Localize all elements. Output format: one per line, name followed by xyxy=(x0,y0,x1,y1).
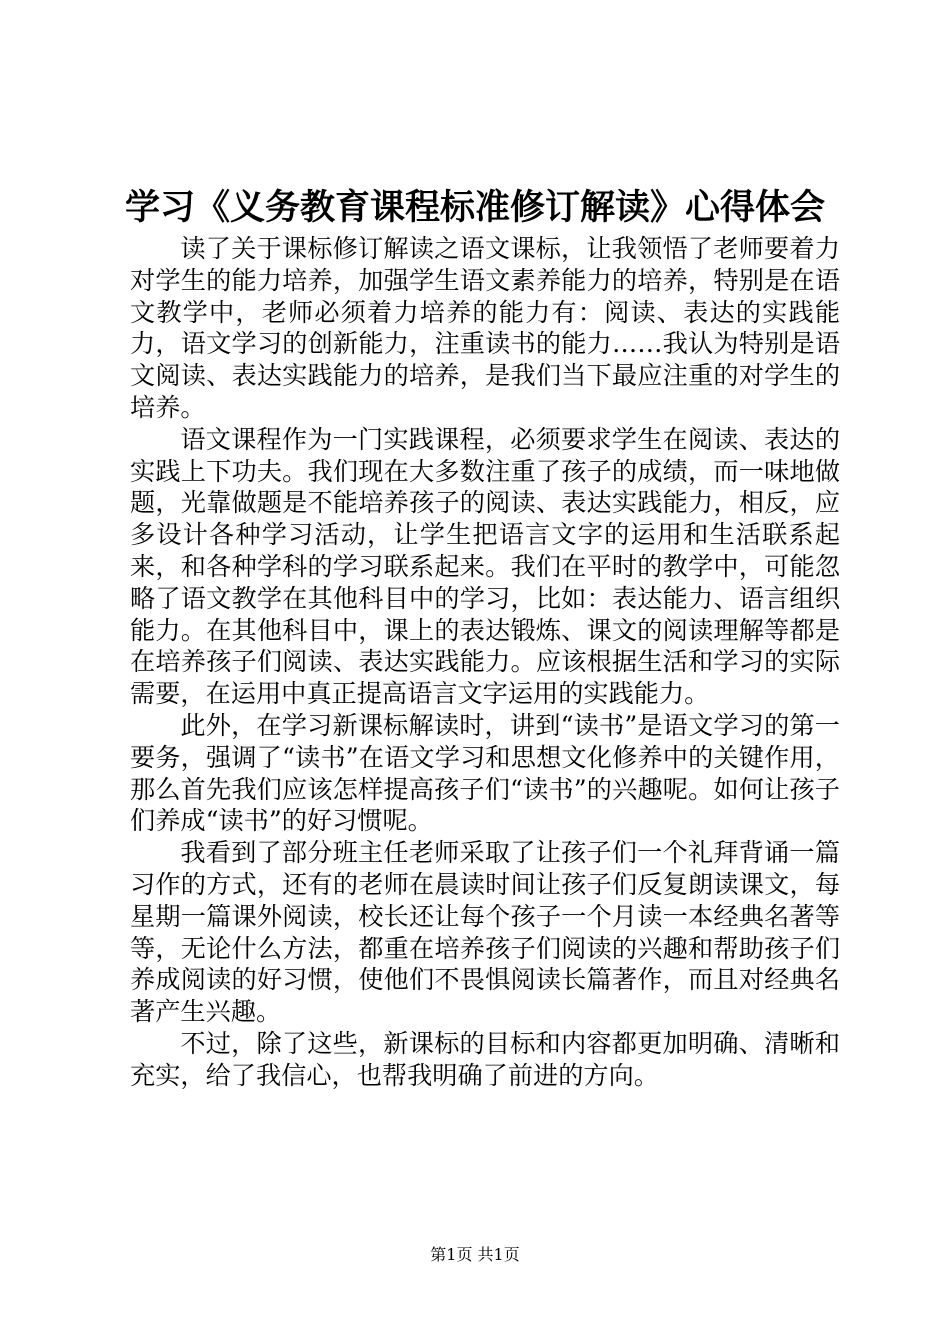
page-number-footer: 第1页 共1页 xyxy=(430,1245,520,1264)
paragraph: 语文课程作为一门实践课程，必须要求学生在阅读、表达的实践上下功夫。我们现在大多数注重了孩子的成绩，而一味地做题，光靠做题是不能培养孩子的阅读、表达实践能力，相反，应多设计各种学习活动，让学生把语言文字的运用和生活联系起来，和各种学科的学习联系起来。我们在平时的教学中，可能忽略了语文教学在其他科目中的学习，比如：表达能力、语言组织能力。在其他科目中，课上的表达锻炼、课文的阅读理解等都是在培养孩子们阅读、表达实践能力。应该根据生活和学习的实际需要，在运用中真正提高语言文字运用的实践能力。 xyxy=(130,424,840,709)
paragraph: 不过，除了这些，新课标的目标和内容都更加明确、清晰和充实，给了我信心，也帮我明确了前进的方向。 xyxy=(130,1028,840,1090)
document-title: 学习《义务教育课程标准修订解读》心得体会 xyxy=(124,187,825,228)
paragraph: 我看到了部分班主任老师采取了让孩子们一个礼拜背诵一篇习作的方式，还有的老师在晨读时间让孩子们反复朗读课文，每星期一篇课外阅读，校长还让每个孩子一个月读一本经典名著等等，无论什么方法，都重在培养孩子们阅读的兴趣和帮助孩子们养成阅读的好习惯，使他们不畏惧阅读长篇著作，而且对经典名著产生兴趣。 xyxy=(130,838,840,1027)
document-body xyxy=(130,233,840,1092)
paragraph: 读了关于课标修订解读之语文课标，让我领悟了老师要着力对学生的能力培养，加强学生语文素养能力的培养，特别是在语文教学中，老师必须着力培养的能力有：阅读、表达的实践能力，语文学习的创新能力，注重读书的能力……我认为特别是语文阅读、表达实践能力的培养，是我们当下最应注重的对学生的培养。 xyxy=(130,234,840,422)
paragraph: 此外，在学习新课标解读时，讲到“读书”是语文学习的第一要务，强调了“读书”在语文学习和思想文化修养中的关键作用，那么首先我们应该怎样提高孩子们“读书”的兴趣呢。如何让孩子们养成“读书”的好习惯呢。 xyxy=(130,710,840,836)
